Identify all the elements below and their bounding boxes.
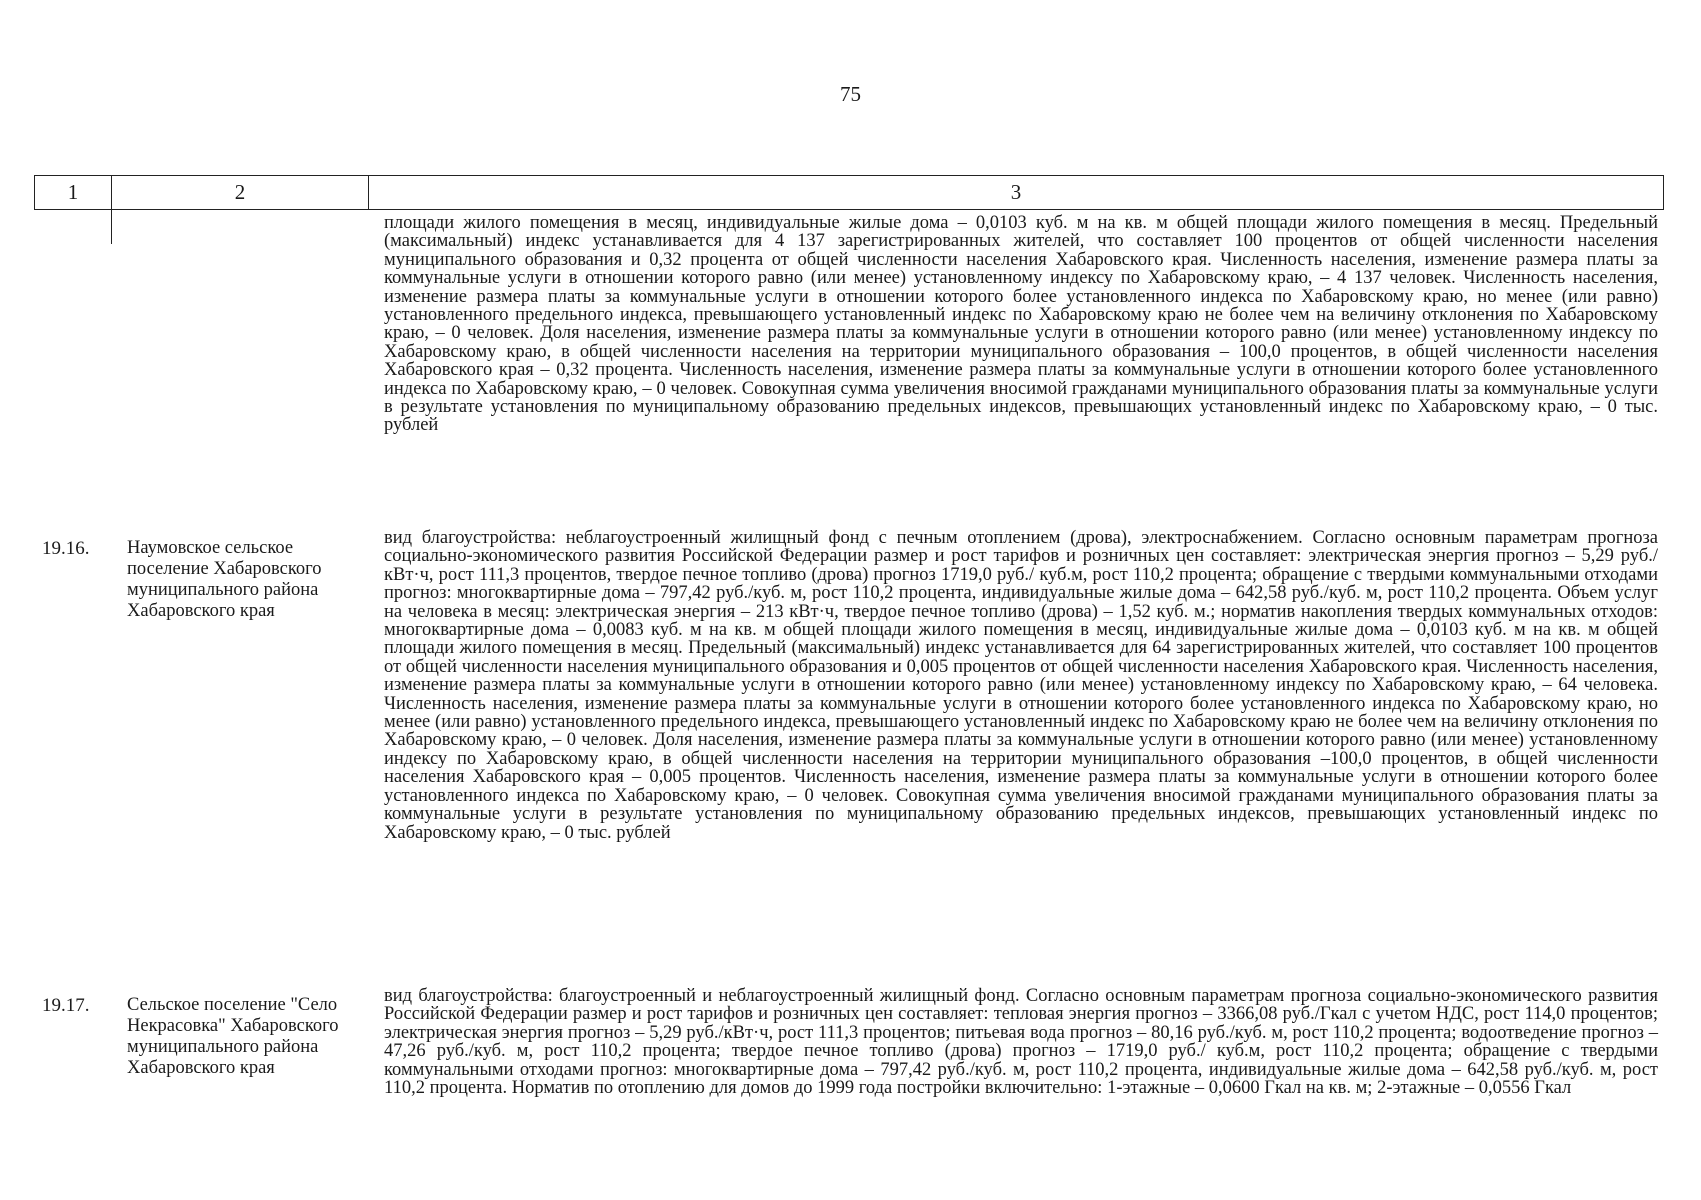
row-description-text: вид благоустройства: благоустроенный и неблагоустроенный жилищный фонд. Согласно основным параметрам прогноза социально-экономического развития Российской Федерации размер и рост тарифов и розничных цен составляет: тепловая энергия прогноз – 3366,08 руб./Гкал с учетом НДС, рост 114,0 процентов; электрическая энергия прогноз – 5,29 руб./кВт·ч, рост 111,3 процентов; питьевая вода прогноз – 80,16 руб./куб. м, рост 110,2 процента; водоотведение прогноз – 47,26 руб./куб. м, рост 110,2 процента; твердое печное топливо (дрова) прогноз – 1719,0 руб./ куб.м, рост 110,2 процента; обращение с твердыми коммунальными отходами прогноз: многоквартирные дома – 797,42 руб./куб. м, рост 110,2 процента, индивидуальные жилые дома – 642,58 руб./куб. м, рост 110,2 процента. Норматив по отоплению для домов до 1999 года постройки включительно: 1-этажные – 0,0600 Гкал на кв. м; 2-этажные – 0,0556 Гкал <box>384 986 1658 1099</box>
row-number: 19.16. <box>42 538 90 559</box>
page-number: 75 <box>840 82 861 106</box>
municipality-name: Сельское поселение "Село Некрасовка" Хабаровского муниципального района Хабаровского края <box>127 995 339 1078</box>
row-description-text: вид благоустройства: неблагоустроенный жилищный фонд с печным отоплением (дрова), электроснабжением. Согласно основным параметрам прогноза социально-экономического развития Российской Федерации размер и рост тарифов и розничных цен составляет: электрическая энергия прогноз – 5,29 руб./кВт·ч, рост 111,3 процентов, твердое печное топливо (дрова) прогноз 1719,0 руб./ куб.м, рост 110,2 процента; обращение с твердыми коммунальными отходами прогноз: многоквартирные дома – 797,42 руб./куб. м, рост 110,2 процента, индивидуальные жилые дома – 642,58 руб./куб. м, рост 110,2 процента. Объем услуг на человека в месяц: электрическая энергия – 213 кВт·ч, твердое печное топливо (дрова) – 1,52 куб. м.; норматив накопления твердых коммунальных отходов: многоквартирные дома – 0,0083 куб. м на кв. м общей площади жилого помещения в месяц, индивидуальные жилые дома – 0,0103 куб. м на кв. м общей площади жилого помещения в месяц. Предельный (максимальный) индекс устанавливается для 64 зарегистрированных жителей, что составляет 100 процентов от общей численности населения муниципального образования и 0,005 процентов от общей численности населения Хабаровского края. Численность населения, изменение размера платы за коммунальные услуги в отношении которого равно (или менее) установленному индексу по Хабаровскому краю, – 64 человека. Численность населения, изменение размера платы за коммунальные услуги в отношении которого более установленного индекса по Хабаровскому краю, но менее (или равно) установленного предельного индекса, превышающего установленный индекс по Хабаровскому краю не более чем на величину отклонения по Хабаровскому краю, – 0 человек. Доля населения, изменение размера платы за коммунальные услуги в отношении которого равно (или менее) установленному индексу по Хабаровскому краю, в общей численности населения на территории муниципального образования –100,0 процентов, в общей численности населения Хабаровского края – 0,005 процентов. Численность населения, изменение размера платы за коммунальные услуги в отношении которого более установленного индекса по Хабаровскому краю, – 0 человек. Совокупная сумма увеличения вносимой гражданами муниципального образования платы за коммунальные услуги в результате установления по муниципальному образованию предельных индексов, превышающих установленный индекс по Хабаровскому краю, – 0 тыс. рублей <box>384 528 1658 843</box>
municipality-name: Наумовское сельское поселение Хабаровского муниципального района Хабаровского края <box>127 538 322 621</box>
row-number: 19.17. <box>42 995 90 1016</box>
column-header-3: 3 <box>369 176 1664 210</box>
column-header-2: 2 <box>112 176 369 210</box>
column-header-1: 1 <box>35 176 112 210</box>
row-continuation-text: площади жилого помещения в месяц, индивидуальные жилые дома – 0,0103 куб. м на кв. м общей площади жилого помещения в месяц. Предельный (максимальный) индекс устанавливается для 4 137 зарегистрированных жителей, что составляет 100 процентов от общей численности населения муниципального образования и 0,32 процента от общей численности населения Хабаровского края. Численность населения, изменение размера платы за коммунальные услуги в отношении которого равно (или менее) установленному индексу по Хабаровскому краю, – 4 137 человек. Численность населения, изменение размера платы за коммунальные услуги в отношении которого более установленного индекса по Хабаровскому краю, но менее (или равно) установленного предельного индекса, превышающего установленный индекс по Хабаровскому краю не более чем на величину отклонения по Хабаровскому краю, – 0 человек. Доля населения, изменение размера платы за коммунальные услуги в отношении которого равно (или менее) установленному индексу по Хабаровскому краю, в общей численности населения на территории муниципального образования – 100,0 процентов, в общей численности населения Хабаровского края – 0,32 процента. Численность населения, изменение размера платы за коммунальные услуги в отношении которого более установленного индекса по Хабаровскому краю, – 0 человек. Совокупная сумма увеличения вносимой гражданами муниципального образования платы за коммунальные услуги в результате установления по муниципальному образованию предельных индексов, превышающих установленный индекс по Хабаровскому краю, – 0 тыс. рублей <box>384 213 1658 436</box>
column-header-row <box>35 176 1664 210</box>
